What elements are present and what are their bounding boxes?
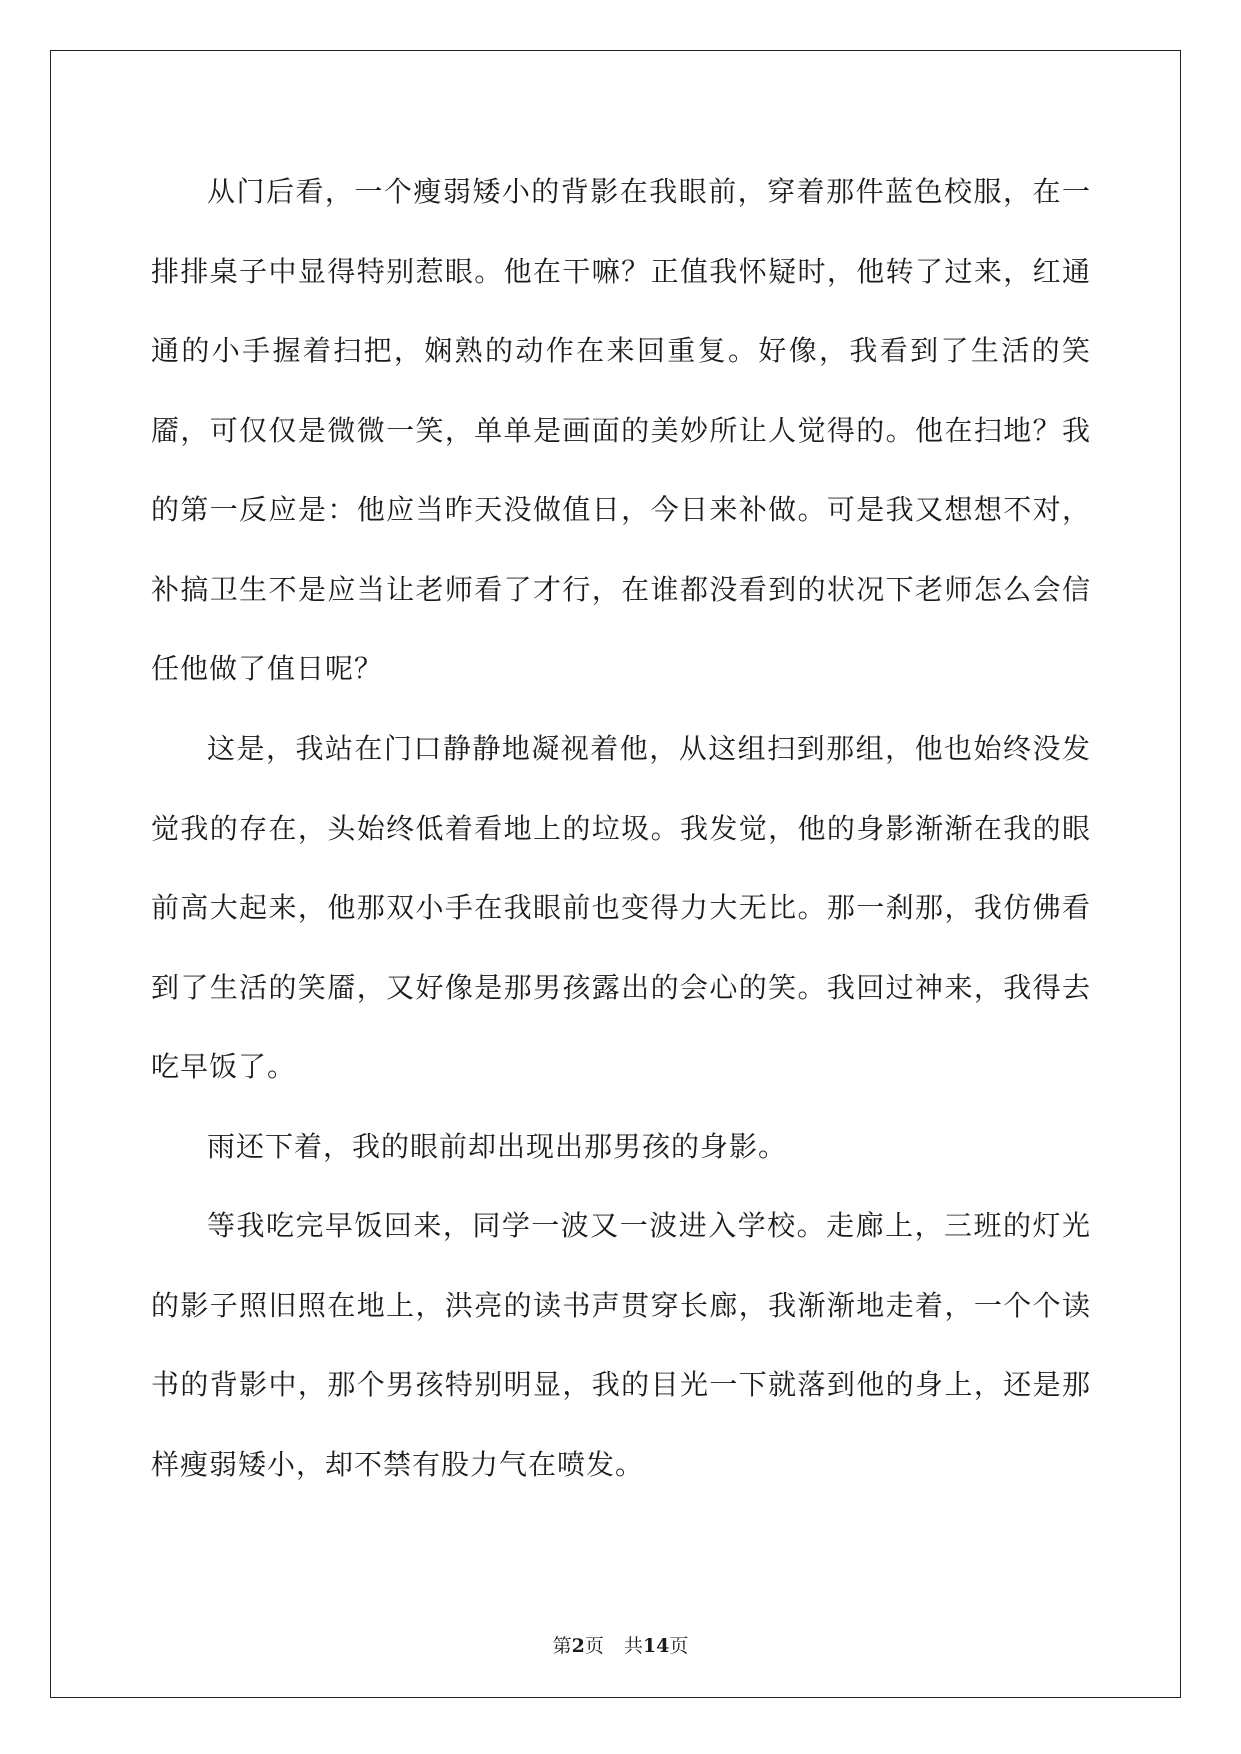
- body-paragraph: 雨还下着，我的眼前却出现出那男孩的身影。: [207, 1130, 788, 1163]
- total-page-count: 14: [642, 1635, 670, 1657]
- page-number-suffix: 页: [584, 1635, 604, 1657]
- total-pages-prefix: 共: [623, 1635, 643, 1657]
- page-number-prefix: 第: [552, 1635, 572, 1657]
- body-paragraph: 这是，我站在门口静静地凝视着他，从这组扫到那组，他也始终没发觉我的存在，头始终低着看地上的垃圾。我发觉，他的身影渐渐在我的眼前高大起来，他那双小手在我眼前也变得力大无比。那一刹那，我仿佛看到了生活的笑靥，又好像是那男孩露出的会心的笑。我回过神来，我得去吃早饭了。: [151, 732, 1091, 1083]
- page-footer: [0, 1634, 1241, 1658]
- body-paragraph: 从门后看，一个瘦弱矮小的背影在我眼前，穿着那件蓝色校服，在一排排桌子中显得特别惹眼。他在干嘛？正值我怀疑时，他转了过来，红通通的小手握着扫把，娴熟的动作在来回重复。好像，我看到了生活的笑靥，可仅仅是微微一笑，单单是画面的美妙所让人觉得的。他在扫地？我的第一反应是：他应当昨天没做值日，今日来补做。可是我又想想不对，补搞卫生不是应当让老师看了才行，在谁都没看到的状况下老师怎么会信任他做了值日呢？: [151, 175, 1091, 685]
- total-pages-suffix: 页: [669, 1635, 689, 1657]
- body-paragraph: 等我吃完早饭回来，同学一波又一波进入学校。走廊上，三班的灯光的影子照旧照在地上，洪亮的读书声贯穿长廊，我渐渐地走着，一个个读书的背影中，那个男孩特别明显，我的目光一下就落到他的身上，还是那样瘦弱矮小，却不禁有股力气在喷发。: [151, 1209, 1091, 1481]
- current-page-number: 2: [571, 1635, 585, 1657]
